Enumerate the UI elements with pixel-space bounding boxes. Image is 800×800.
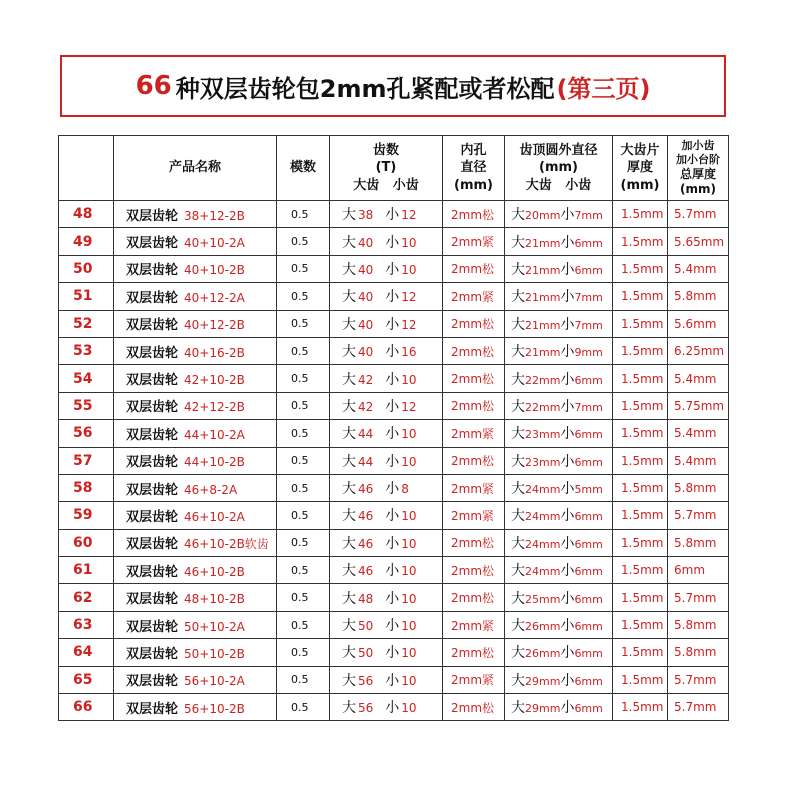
title-page: (第三页) <box>556 74 651 103</box>
bore-diameter: 2mm松 <box>443 447 505 474</box>
od-big: 22mm <box>525 373 561 387</box>
small-teeth: 10 <box>401 235 417 250</box>
total-thickness: 5.7mm <box>668 584 729 611</box>
small-teeth: 10 <box>401 536 417 551</box>
module-value: 0.5 <box>277 420 330 447</box>
page-title <box>60 55 726 117</box>
small-teeth: 10 <box>401 509 417 524</box>
header-name: 产品名称 <box>114 136 277 201</box>
od-small: 7mm <box>574 291 603 305</box>
od-big: 29mm <box>525 674 561 688</box>
product-name: 双层齿轮 40+12-2A <box>114 283 277 310</box>
header-bore: 内孔 直径 (mm) <box>443 136 505 201</box>
gear-thickness: 1.5mm <box>613 639 668 666</box>
outer-diameter: 大29mm小6mm <box>505 694 613 721</box>
small-teeth: 10 <box>401 646 417 661</box>
module-value: 0.5 <box>277 694 330 721</box>
product-code: 50+10-2B <box>184 646 245 661</box>
gear-thickness: 1.5mm <box>613 611 668 638</box>
small-teeth: 12 <box>401 399 417 414</box>
header-total-thickness: 加小齿 加小台阶 总厚度 (mm) <box>668 136 729 201</box>
title-main: 种双层齿轮包2mm孔紧配或者松配 <box>175 74 555 103</box>
total-thickness: 6.25mm <box>668 337 729 364</box>
od-small: 7mm <box>574 209 603 223</box>
bore-diameter: 2mm紧 <box>443 228 505 255</box>
table-row <box>59 611 729 638</box>
gear-thickness: 1.5mm <box>613 365 668 392</box>
row-index: 59 <box>59 502 114 529</box>
small-teeth: 10 <box>401 564 417 579</box>
row-index: 61 <box>59 557 114 584</box>
header-thickness: 大齿片 厚度 (mm) <box>613 136 668 201</box>
product-name: 双层齿轮 56+10-2B <box>114 694 277 721</box>
table-row <box>59 310 729 337</box>
od-small: 6mm <box>574 455 603 469</box>
module-value: 0.5 <box>277 447 330 474</box>
teeth-count: 大 40 小 12 <box>330 310 443 337</box>
product-name: 双层齿轮 46+8-2A <box>114 474 277 501</box>
big-teeth: 42 <box>358 372 374 387</box>
module-value: 0.5 <box>277 255 330 282</box>
od-big: 26mm <box>525 620 561 634</box>
module-value: 0.5 <box>277 337 330 364</box>
table-row <box>59 502 729 529</box>
product-name: 双层齿轮 42+12-2B <box>114 392 277 419</box>
od-small: 6mm <box>574 373 603 387</box>
outer-diameter: 大20mm小7mm <box>505 201 613 228</box>
product-code: 42+10-2B <box>184 373 245 388</box>
total-thickness: 5.7mm <box>668 666 729 693</box>
product-code: 46+10-2B <box>184 564 245 579</box>
bore-diameter: 2mm松 <box>443 337 505 364</box>
total-thickness: 5.75mm <box>668 392 729 419</box>
gear-spec-table <box>58 135 729 721</box>
gear-thickness: 1.5mm <box>613 420 668 447</box>
od-big: 24mm <box>525 510 561 524</box>
outer-diameter: 大21mm小9mm <box>505 337 613 364</box>
od-small: 7mm <box>574 318 603 332</box>
od-big: 20mm <box>525 209 561 223</box>
module-value: 0.5 <box>277 584 330 611</box>
small-teeth: 12 <box>401 317 417 332</box>
teeth-count: 大 56 小 10 <box>330 694 443 721</box>
teeth-count: 大 44 小 10 <box>330 447 443 474</box>
product-name: 双层齿轮 46+10-2A <box>114 502 277 529</box>
row-index: 54 <box>59 365 114 392</box>
od-small: 6mm <box>574 647 603 661</box>
outer-diameter: 大24mm小6mm <box>505 557 613 584</box>
gear-thickness: 1.5mm <box>613 255 668 282</box>
module-value: 0.5 <box>277 502 330 529</box>
total-thickness: 5.4mm <box>668 420 729 447</box>
od-big: 22mm <box>525 400 561 414</box>
od-small: 6mm <box>574 263 603 277</box>
small-teeth: 10 <box>401 619 417 634</box>
row-index: 50 <box>59 255 114 282</box>
table-row <box>59 529 729 556</box>
product-name: 双层齿轮 50+10-2A <box>114 611 277 638</box>
product-name: 双层齿轮 38+12-2B <box>114 201 277 228</box>
module-value: 0.5 <box>277 557 330 584</box>
product-code: 40+10-2A <box>184 236 245 251</box>
gear-thickness: 1.5mm <box>613 694 668 721</box>
od-big: 21mm <box>525 318 561 332</box>
teeth-count: 大 40 小 10 <box>330 228 443 255</box>
big-teeth: 40 <box>358 345 374 360</box>
module-value: 0.5 <box>277 639 330 666</box>
outer-diameter: 大23mm小6mm <box>505 447 613 474</box>
gear-thickness: 1.5mm <box>613 666 668 693</box>
bore-diameter: 2mm紧 <box>443 420 505 447</box>
table-row <box>59 639 729 666</box>
table-row <box>59 337 729 364</box>
small-teeth: 10 <box>401 454 417 469</box>
od-small: 6mm <box>574 592 603 606</box>
teeth-count: 大 46 小 10 <box>330 529 443 556</box>
module-value: 0.5 <box>277 474 330 501</box>
outer-diameter: 大21mm小7mm <box>505 310 613 337</box>
gear-thickness: 1.5mm <box>613 392 668 419</box>
module-value: 0.5 <box>277 666 330 693</box>
od-big: 24mm <box>525 565 561 579</box>
row-index: 56 <box>59 420 114 447</box>
od-big: 21mm <box>525 291 561 305</box>
bore-diameter: 2mm松 <box>443 639 505 666</box>
row-index: 51 <box>59 283 114 310</box>
teeth-count: 大 40 小 12 <box>330 283 443 310</box>
small-teeth: 10 <box>401 427 417 442</box>
bore-diameter: 2mm松 <box>443 694 505 721</box>
teeth-count: 大 56 小 10 <box>330 666 443 693</box>
row-index: 57 <box>59 447 114 474</box>
big-teeth: 48 <box>358 591 374 606</box>
big-teeth: 46 <box>358 564 374 579</box>
gear-thickness: 1.5mm <box>613 201 668 228</box>
big-teeth: 44 <box>358 454 374 469</box>
title-count: 66 <box>135 71 172 101</box>
row-index: 65 <box>59 666 114 693</box>
product-code: 50+10-2A <box>184 619 245 634</box>
od-small: 6mm <box>574 510 603 524</box>
bore-diameter: 2mm紧 <box>443 283 505 310</box>
big-teeth: 46 <box>358 482 374 497</box>
table-row <box>59 392 729 419</box>
outer-diameter: 大24mm小5mm <box>505 474 613 501</box>
gear-thickness: 1.5mm <box>613 337 668 364</box>
product-code: 42+12-2B <box>184 400 245 415</box>
product-code: 48+10-2B <box>184 592 245 607</box>
small-teeth: 8 <box>401 482 409 497</box>
product-name: 双层齿轮 40+10-2A <box>114 228 277 255</box>
module-value: 0.5 <box>277 365 330 392</box>
product-name: 双层齿轮 46+10-2B <box>114 557 277 584</box>
row-index: 53 <box>59 337 114 364</box>
od-small: 6mm <box>574 428 603 442</box>
total-thickness: 5.4mm <box>668 365 729 392</box>
module-value: 0.5 <box>277 283 330 310</box>
product-code: 40+10-2B <box>184 263 245 278</box>
od-big: 25mm <box>525 592 561 606</box>
total-thickness: 5.7mm <box>668 201 729 228</box>
od-small: 9mm <box>574 346 603 360</box>
product-name: 双层齿轮 50+10-2B <box>114 639 277 666</box>
teeth-count: 大 42 小 10 <box>330 365 443 392</box>
small-teeth: 12 <box>401 208 417 223</box>
gear-thickness: 1.5mm <box>613 310 668 337</box>
small-teeth: 10 <box>401 701 417 716</box>
small-teeth: 10 <box>401 591 417 606</box>
big-teeth: 42 <box>358 399 374 414</box>
row-index: 62 <box>59 584 114 611</box>
bore-diameter: 2mm松 <box>443 529 505 556</box>
total-thickness: 5.8mm <box>668 611 729 638</box>
big-teeth: 44 <box>358 427 374 442</box>
outer-diameter: 大21mm小7mm <box>505 283 613 310</box>
big-teeth: 40 <box>358 317 374 332</box>
row-index: 58 <box>59 474 114 501</box>
header-module: 模数 <box>277 136 330 201</box>
row-index: 49 <box>59 228 114 255</box>
gear-thickness: 1.5mm <box>613 474 668 501</box>
teeth-count: 大 50 小 10 <box>330 611 443 638</box>
row-index: 52 <box>59 310 114 337</box>
row-index: 66 <box>59 694 114 721</box>
product-code: 56+10-2A <box>184 674 245 689</box>
table-row <box>59 474 729 501</box>
outer-diameter: 大25mm小6mm <box>505 584 613 611</box>
header-teeth: 齿数 (T) 大齿 小齿 <box>330 136 443 201</box>
table-row <box>59 447 729 474</box>
outer-diameter: 大26mm小6mm <box>505 639 613 666</box>
module-value: 0.5 <box>277 611 330 638</box>
small-teeth: 10 <box>401 262 417 277</box>
outer-diameter: 大23mm小6mm <box>505 420 613 447</box>
outer-diameter: 大21mm小6mm <box>505 255 613 282</box>
outer-diameter: 大29mm小6mm <box>505 666 613 693</box>
product-name: 双层齿轮 40+12-2B <box>114 310 277 337</box>
outer-diameter: 大24mm小6mm <box>505 502 613 529</box>
total-thickness: 5.4mm <box>668 447 729 474</box>
gear-thickness: 1.5mm <box>613 502 668 529</box>
big-teeth: 46 <box>358 536 374 551</box>
od-big: 26mm <box>525 647 561 661</box>
table-row <box>59 365 729 392</box>
total-thickness: 5.8mm <box>668 639 729 666</box>
bore-diameter: 2mm松 <box>443 584 505 611</box>
od-small: 6mm <box>574 620 603 634</box>
product-code: 40+16-2B <box>184 345 245 360</box>
module-value: 0.5 <box>277 228 330 255</box>
table-row <box>59 201 729 228</box>
table-row <box>59 584 729 611</box>
table-row <box>59 283 729 310</box>
od-small: 6mm <box>574 537 603 551</box>
total-thickness: 5.8mm <box>668 529 729 556</box>
row-index: 55 <box>59 392 114 419</box>
gear-thickness: 1.5mm <box>613 529 668 556</box>
table-row <box>59 557 729 584</box>
bore-diameter: 2mm紧 <box>443 474 505 501</box>
bore-diameter: 2mm松 <box>443 365 505 392</box>
gear-thickness: 1.5mm <box>613 447 668 474</box>
gear-thickness: 1.5mm <box>613 557 668 584</box>
bore-diameter: 2mm松 <box>443 201 505 228</box>
od-big: 24mm <box>525 537 561 551</box>
gear-thickness: 1.5mm <box>613 228 668 255</box>
od-big: 21mm <box>525 263 561 277</box>
teeth-count: 大 42 小 12 <box>330 392 443 419</box>
od-big: 23mm <box>525 455 561 469</box>
teeth-count: 大 38 小 12 <box>330 201 443 228</box>
big-teeth: 38 <box>358 208 374 223</box>
small-teeth: 16 <box>401 345 417 360</box>
teeth-count: 大 46 小 10 <box>330 502 443 529</box>
product-code: 46+8-2A <box>184 482 238 497</box>
module-value: 0.5 <box>277 201 330 228</box>
od-big: 24mm <box>525 483 561 497</box>
small-teeth: 10 <box>401 372 417 387</box>
table-row <box>59 255 729 282</box>
od-small: 6mm <box>574 674 603 688</box>
bore-diameter: 2mm紧 <box>443 666 505 693</box>
header-index <box>59 136 114 201</box>
product-name: 双层齿轮 44+10-2A <box>114 420 277 447</box>
teeth-count: 大 50 小 10 <box>330 639 443 666</box>
outer-diameter: 大22mm小7mm <box>505 392 613 419</box>
teeth-count: 大 40 小 16 <box>330 337 443 364</box>
od-big: 21mm <box>525 346 561 360</box>
teeth-count: 大 40 小 10 <box>330 255 443 282</box>
od-small: 5mm <box>574 483 603 497</box>
teeth-count: 大 44 小 10 <box>330 420 443 447</box>
bore-diameter: 2mm紧 <box>443 502 505 529</box>
table-row <box>59 694 729 721</box>
header-outer-diameter: 齿顶圆外直径 (mm) 大齿 小齿 <box>505 136 613 201</box>
small-teeth: 10 <box>401 673 417 688</box>
outer-diameter: 大24mm小6mm <box>505 529 613 556</box>
product-code: 46+10-2A <box>184 509 245 524</box>
total-thickness: 5.8mm <box>668 283 729 310</box>
big-teeth: 56 <box>358 701 374 716</box>
product-code: 44+10-2A <box>184 427 245 442</box>
table-row <box>59 420 729 447</box>
product-name: 双层齿轮 56+10-2A <box>114 666 277 693</box>
bore-diameter: 2mm紧 <box>443 611 505 638</box>
od-small: 6mm <box>574 702 603 716</box>
od-small: 6mm <box>574 236 603 250</box>
row-index: 48 <box>59 201 114 228</box>
teeth-count: 大 46 小 10 <box>330 557 443 584</box>
product-name: 双层齿轮 40+16-2B <box>114 337 277 364</box>
teeth-count: 大 48 小 10 <box>330 584 443 611</box>
total-thickness: 6mm <box>668 557 729 584</box>
product-code: 56+10-2B <box>184 701 245 716</box>
gear-thickness: 1.5mm <box>613 283 668 310</box>
bore-diameter: 2mm松 <box>443 392 505 419</box>
module-value: 0.5 <box>277 310 330 337</box>
header-row <box>59 136 729 201</box>
big-teeth: 46 <box>358 509 374 524</box>
product-name: 双层齿轮 46+10-2B软齿 <box>114 529 277 556</box>
product-name: 双层齿轮 42+10-2B <box>114 365 277 392</box>
row-index: 63 <box>59 611 114 638</box>
product-name: 双层齿轮 40+10-2B <box>114 255 277 282</box>
gear-thickness: 1.5mm <box>613 584 668 611</box>
total-thickness: 5.6mm <box>668 310 729 337</box>
od-big: 23mm <box>525 428 561 442</box>
big-teeth: 40 <box>358 235 374 250</box>
product-code: 40+12-2B <box>184 318 245 333</box>
product-code: 44+10-2B <box>184 455 245 470</box>
od-small: 7mm <box>574 400 603 414</box>
big-teeth: 50 <box>358 646 374 661</box>
product-code: 40+12-2A <box>184 290 245 305</box>
row-index: 64 <box>59 639 114 666</box>
table-row <box>59 228 729 255</box>
product-name: 双层齿轮 44+10-2B <box>114 447 277 474</box>
total-thickness: 5.4mm <box>668 255 729 282</box>
total-thickness: 5.65mm <box>668 228 729 255</box>
outer-diameter: 大22mm小6mm <box>505 365 613 392</box>
total-thickness: 5.7mm <box>668 694 729 721</box>
bore-diameter: 2mm松 <box>443 255 505 282</box>
outer-diameter: 大26mm小6mm <box>505 611 613 638</box>
bore-diameter: 2mm松 <box>443 557 505 584</box>
big-teeth: 56 <box>358 673 374 688</box>
teeth-count: 大 46 小 8 <box>330 474 443 501</box>
module-value: 0.5 <box>277 392 330 419</box>
od-big: 21mm <box>525 236 561 250</box>
total-thickness: 5.8mm <box>668 474 729 501</box>
module-value: 0.5 <box>277 529 330 556</box>
bore-diameter: 2mm松 <box>443 310 505 337</box>
big-teeth: 40 <box>358 262 374 277</box>
row-index: 60 <box>59 529 114 556</box>
big-teeth: 50 <box>358 619 374 634</box>
table-row <box>59 666 729 693</box>
product-code: 38+12-2B <box>184 208 245 223</box>
outer-diameter: 大21mm小6mm <box>505 228 613 255</box>
total-thickness: 5.7mm <box>668 502 729 529</box>
od-big: 29mm <box>525 702 561 716</box>
product-code: 46+10-2B软齿 <box>184 537 269 552</box>
small-teeth: 12 <box>401 290 417 305</box>
od-small: 6mm <box>574 565 603 579</box>
big-teeth: 40 <box>358 290 374 305</box>
product-name: 双层齿轮 48+10-2B <box>114 584 277 611</box>
